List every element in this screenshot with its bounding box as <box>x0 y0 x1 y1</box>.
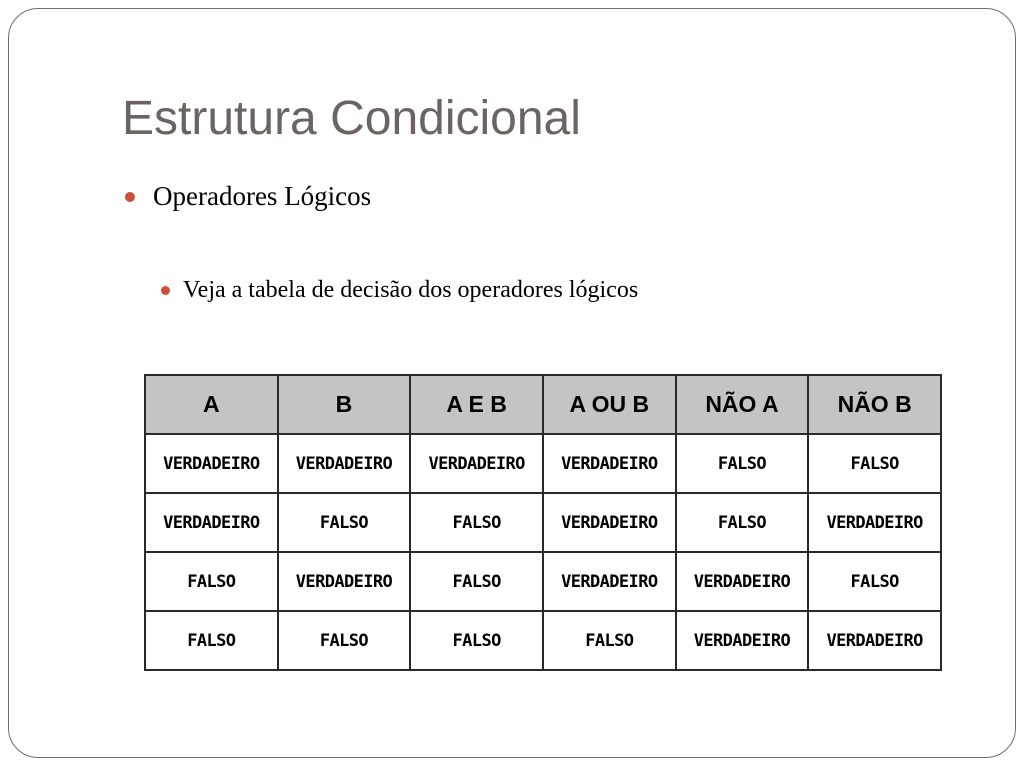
table-cell: FALSO <box>145 611 278 670</box>
table-cell: VERDADEIRO <box>808 611 941 670</box>
table-cell: VERDADEIRO <box>676 552 809 611</box>
table-row <box>145 493 941 552</box>
table-cell: VERDADEIRO <box>145 493 278 552</box>
truth-table <box>144 374 942 671</box>
table-cell: FALSO <box>410 493 543 552</box>
table-cell: VERDADEIRO <box>278 434 411 493</box>
table-cell: FALSO <box>676 493 809 552</box>
table-cell: FALSO <box>278 493 411 552</box>
header-row <box>145 375 941 434</box>
bullet-text: Operadores Lógicos <box>153 181 372 211</box>
slide-title: Estrutura Condicional <box>122 92 581 145</box>
header-cell-a-ou-b: A OU B <box>543 375 676 434</box>
table-cell: VERDADEIRO <box>278 552 411 611</box>
table-cell: FALSO <box>145 552 278 611</box>
table-cell: VERDADEIRO <box>543 434 676 493</box>
table-cell: VERDADEIRO <box>808 493 941 552</box>
table-cell: FALSO <box>676 434 809 493</box>
truth-table-header <box>145 375 941 434</box>
bullet-dot-icon <box>161 286 170 295</box>
truth-table-body <box>145 434 941 670</box>
table-cell: FALSO <box>808 434 941 493</box>
table-row <box>145 611 941 670</box>
bullet-text: Veja a tabela de decisão dos operadores lógicos <box>183 277 639 303</box>
table-cell: VERDADEIRO <box>410 434 543 493</box>
table-cell: FALSO <box>543 611 676 670</box>
table-cell: VERDADEIRO <box>145 434 278 493</box>
table-cell: FALSO <box>410 552 543 611</box>
table-cell: FALSO <box>278 611 411 670</box>
table-cell: FALSO <box>808 552 941 611</box>
header-cell-nao-a: NÃO A <box>676 375 809 434</box>
bullet-level-1 <box>125 181 371 212</box>
slide <box>8 8 1016 758</box>
header-cell-a: A <box>145 375 278 434</box>
table-row <box>145 552 941 611</box>
table-row <box>145 434 941 493</box>
table-cell: VERDADEIRO <box>543 493 676 552</box>
header-cell-b: B <box>278 375 411 434</box>
header-cell-nao-b: NÃO B <box>808 375 941 434</box>
header-cell-a-e-b: A E B <box>410 375 543 434</box>
bullet-dot-icon <box>125 192 135 202</box>
table-cell: VERDADEIRO <box>543 552 676 611</box>
table-cell: FALSO <box>410 611 543 670</box>
bullet-level-2 <box>161 277 638 304</box>
table-cell: VERDADEIRO <box>676 611 809 670</box>
